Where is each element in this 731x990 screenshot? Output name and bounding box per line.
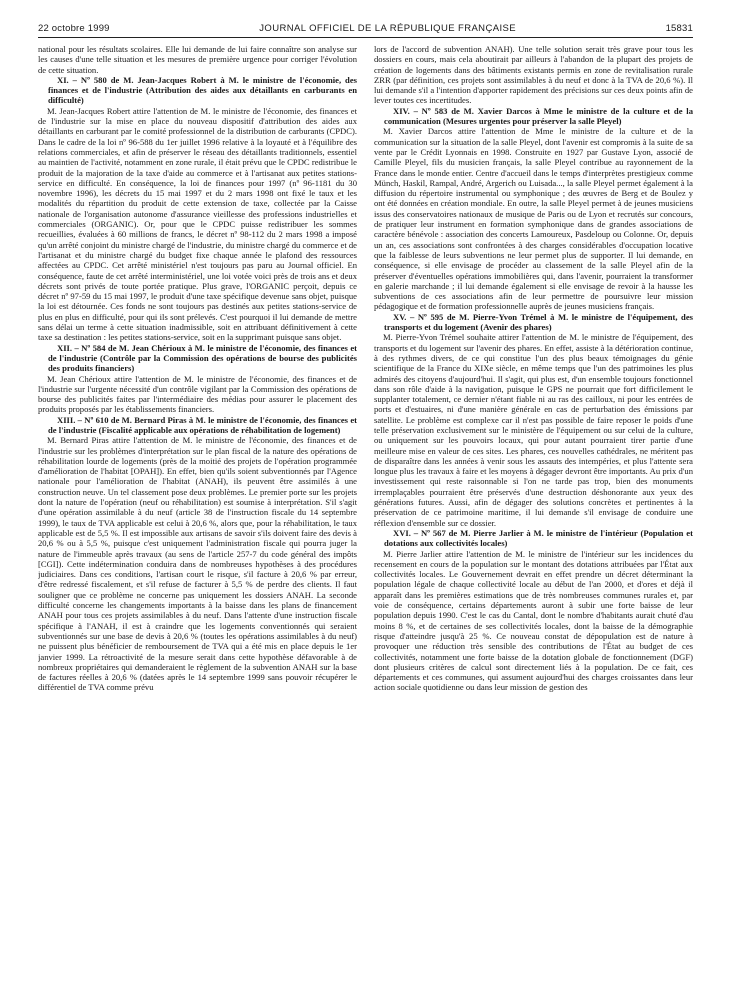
right-column xyxy=(374,44,693,982)
text-columns xyxy=(38,44,693,982)
header-date: 22 octobre 1999 xyxy=(38,22,110,34)
header-rule xyxy=(38,37,693,38)
page-number: 15831 xyxy=(665,22,693,34)
question-567-title: XVI. – Nº 567 de M. Pierre Jarlier à M. le ministre de l'intérieur (Population et dotations aux collectivités locales) xyxy=(384,527,693,549)
question-583-text: M. Xavier Darcos attire l'attention de Mme le ministre de la culture et de la communication sur la situation de la salle Pleyel, dont l'avenir est compromis à la suite de sa vente par le Crédit Lyonnais en 1998. Construite en 1927 par Gustave Lyon, associé de Camille Pleyel, fils du musicien français, la salle Pleyel contribue au rayonnement de la France dans le monde entier. Centre d'accueil dans le temps d'interprètes prestigieux comme Münch, Haskil, Rampal, André, Argerich ou Luisada..., la salle Pleyel permet également à la diffusion du répertoire instrumental ou symphonique ; des œuvres de Berg et de Boulez y ont été données en création mondiale. En outre, la salle Pleyel permet à de jeunes musiciens issus des conservatoires nationaux de musique de Paris ou de Lyon et recrutés sur concours, de pratiquer leur instrument en formation symphonique dans de grandes associations de caractère bénévole : association des concerts Lamoureux, Pasdeloup ou Colonne. Or, depuis un an, ces associations sont confrontées à des charges considérables d'occupation locative que la faiblesse de leurs subventions ne leur permet plus de supporter. Il lui demande, en conséquence, si elle envisage de procéder au classement de la salle Pleyel afin de la préserver d'éventuelles opérations immobilières qui, dans l'avenir, pourraient la transformer en galerie marchande ; il lui demande également si elle envisage de revoir à la hausse les subventions de ces associations afin de leur permettre de poursuivre leur mission pédagogique et de formation professionnelle auprès de jeunes musiciens français. xyxy=(374,126,693,312)
question-583-title: XIV. – Nº 583 de M. Xavier Darcos à Mme le ministre de la culture et de la communication (Mesures urgentes pour préserver la salle Pleyel) xyxy=(384,105,693,127)
question-580-title: XI. – Nº 580 de M. Jean-Jacques Robert à M. le ministre de l'économie, des finances et de l'industrie (Attribution des aides aux détaillants en carburants en difficulté) xyxy=(48,74,357,106)
question-580-text: M. Jean-Jacques Robert attire l'attention de M. le ministre de l'économie, des finances et de l'industrie sur la mise en place du nouveau dispositif d'attribution des aides aux détaillants en carburant par le comité professionnel de la distribution de carburants (CPDC). Dans le cadre de la loi nº 96-588 du 1er juillet 1996 relative à la loyauté et à l'équilibre des relations commerciales, et afin de préserver le réseau des détaillants traditionnels, essentiel au maintien de l'activité, notamment en zone rurale, il était prévu que le CPDC redistribue le produit de la majoration de la taxe d'aide au commerce et à l'artisanat aux petites stations-service en difficulté. En conséquence, la loi de finances pour 1997 (nº 96-1181 du 30 novembre 1996), les décrets du 15 mai 1997 et du 2 mars 1998 ont fixé le taux et les modalités du répartition du produit de cette extension de taxe, collectée par la Caisse nationale de l'organisation autonome d'assurance vieillesse des professions industrielles et commerciales (ORGANIC). Or, pour que le CPDC puisse redistribuer les sommes recueillies, évaluées à 60 millions de francs, le décret nº 98-112 du 2 mars 1998 a imposé qu'un arrêté conjoint du ministre chargé de l'industrie, du ministre chargé du commerce et de l'artisanat et du ministre chargé du budget fixe chaque année le plafond des ressources affectées au CPDC. Cet arrêté ministériel n'est toujours pas paru au Journal officiel. En conséquence, faute de cet arrêté interministériel, une loi votée voici près de trois ans et deux décrets sont privés de toute portée pratique. Plus grave, l'ORGANIC perçoit, depuis ce décret nº 97-59 du 15 mai 1997, le produit d'une taxe spécifique devenue sans objet, puisque la loi est détournée. Ces fonds ne sont toujours pas destinés aux petites stations-service de plus en plus en difficulté, pour qui ils sont prélevés. C'est pourquoi il lui demande de mettre sans délai un terme à cette situation inadmissible, soit en attribuant définitivement à cette taxe sa destination : les petites stations-service, soit en la supprimant puisque sans objet. xyxy=(38,105,357,343)
question-584-text: M. Jean Chérioux attire l'attention de M. le ministre de l'économie, des finances et de l'industrie sur l'urgente nécessité d'un contrôle vigilant par la Commission des opérations de bourse des publicités faites par l'intermédiaire des médias pour assurer le placement des produits proposés par les établissements financiers. xyxy=(38,373,357,415)
question-595-title: XV. – Nº 595 de M. Pierre-Yvon Trémel à M. le ministre de l'équipement, des transports et du logement (Avenir des phares) xyxy=(384,311,693,333)
left-column xyxy=(38,44,357,982)
question-567-text: M. Pierre Jarlier attire l'attention de M. le ministre de l'intérieur sur les incidences du recensement en cours de la population sur le montant des dotations attribuées par l'État aux collectivités locales. Le Gouvernement devrait en effet prendre un décret déterminant la population légale de chaque collectivité locale au début de l'an 2000, et d'ores et déjà il apparaît dans les premières estimations que de très nombreuses communes rurales et, par voie de conséquence, certains départements auront à subir une forte baisse de leur population depuis 1990. C'est le cas du Cantal, dont le nombre d'habitants aurait chuté d'au moins 8 %, et de certaines de ses collectivités locales, dont la baisse de la démographie risque d'atteindre jusqu'à 25 %. Ce nouveau constat de dépopulation est de nature à provoquer une réduction très sensible des contributions de l'État au budget de ces collectivités, notamment une forte baisse de la dotation globale de fonctionnement (DGF) dont plusieurs critères de calcul sont directement liés à la population. De ce fait, ces départements et ces communes, qui assument aujourd'hui des charges croissantes dans leur action sociale quotidienne ou dans leur mission de gestion des xyxy=(374,548,693,693)
question-584-title: XII. – Nº 584 de M. Jean Chérioux à M. le ministre de l'économie, des finances et de l'industrie (Contrôle par la Commission des opérations de bourse des publicités des produits financiers) xyxy=(48,342,357,374)
page-header xyxy=(38,22,693,34)
question-610-title: XIII. – Nº 610 de M. Bernard Piras à M. le ministre de l'économie, des finances et de l'industrie (Fiscalité applicable aux opérations de réhabilitation de logement) xyxy=(48,414,357,435)
journal-title: JOURNAL OFFICIEL DE LA RÉPUBLIQUE FRANÇAISE xyxy=(259,22,516,34)
question-610-text: M. Bernard Piras attire l'attention de M. le ministre de l'économie, des finances et de l'industrie sur les problèmes d'interprétation sur le plan fiscal de la nature des opérations de réhabilitation lourde de logements (près de la moitié des projets de l'opération programmée d'amélioration de l'habitat [OPAH]). En effet, bien qu'ils soient subventionnés par l'Agence nationale pour l'amélioration de l'habitat (ANAH), ils peuvent être assimilés à une construction neuve. Un tel classement pose deux problèmes. Le premier porte sur les projets dont la nature de l'opération (neuf ou réhabilitation) est soumise à interprétation. S'il s'agit d'une opération assimilable à du neuf (article 38 de l'instruction fiscale du 14 septembre 1999), le taux de TVA applicable est celui à 20,6 %, alors que, pour la réhabilitation, le taux applicable est de 5,5 %. Il est impossible aux artisans de savoir s'ils doivent faire des devis à 20,6 % ou à 5,5 %, puisque c'est uniquement l'administration fiscale qui pourra juger la nature de l'immeuble après travaux (au sens de l'article 257-7 du code général des impôts [CGI]). Cette indétermination conduira dans de nombreuses hypothèses à des procédures judiciaires. Dans ces conditions, l'artisan court le risque, s'il facture à 20,6 % par erreur, d'être redressé fiscalement, et s'il refuse de facturer à 5,5 % de perdre des clients. Il faut souligner que ce problème ne concerne pas uniquement les dossiers ANAH. La seconde difficulté concerne les changements importants à la baisse dans les plans de financement ANAH pour tous ces projets assimilables à du neuf. Dans l'attente d'une instruction fiscale spécifique à l'ANAH, il est à craindre que les logements conventionnés qui seraient subventionnés sur une base de devis à 20,6 % (toutes les opérations assimilables à du neuf) ne puissent plus bénéficier de remboursement de TVA qui a été mis en place depuis le 1er janvier 1999. La rétroactivité de la mesure serait dans cette hypothèse défavorable à de nombreux propriétaires qui demanderaient le règlement de la subvention ANAH sur la base de factures réelles à 20,6 % (datées après le 14 septembre 1999 sans pouvoir récupérer le différentiel de TVA comme prévu xyxy=(38,435,357,693)
intro-paragraph: national pour les résultats scolaires. Elle lui demande de lui faire connaître son analyse sur les causes d'une telle situation et les mesures de première urgence pour corriger l'évolution de cette situation. xyxy=(38,44,357,75)
question-595-text: M. Pierre-Yvon Trémel souhaite attirer l'attention de M. le ministre de l'équipement, des transports et du logement sur l'avenir des phares. En effet, assiste à la détérioration continue, à des rythmes divers, de ce qui constitue l'un des plus beaux témoignages du génie scientifique de la France du XIXe siècle, en même temps que l'un des patrimoines les plus admirés des citoyens d'aujourd'hui. Il s'agit, qui plus est, d'un ensemble toujours fonctionnel dans son rôle d'aide à la navigation, puisque le GPS ne pourrait que fort difficilement le supplanter totalement, ce dernier n'étant fiable ni au ras des cailloux, ni pour les entrées de ports et d'estuaires, ni d'une manière générale en cas de perturbation des émissions par satellite. Le problème est complexe car il n'est pas possible de faire reposer le poids d'une telle préservation exclusivement sur le ministère de l'équipement ou sur celui de la culture, ou uniquement sur les pouvoirs locaux, qui pour autant pourraient tirer partie d'une meilleure mise en valeur de ces sites. Les phares, ces nouvelles cathédrales, ne méritent pas de disparaître dans les années à venir sous les assauts des intempéries, et plus l'attente sera longue plus les travaux à faire et les moyens à dégager devront être importants. Au prix d'un investissement qui reste raisonnable si l'on ne tarde pas trop, bien des monuments irremplaçables pourraient être préservés d'une destruction déshonorante aux yeux des générations futures. Aussi, afin de dégager des solutions concrètes et pertinentes à la préservation de ce patrimoine maritime, il lui demande s'il envisage de conduire une réflexion d'ensemble sur ce dossier. xyxy=(374,332,693,528)
continuation-paragraph: lors de l'accord de subvention ANAH). Une telle solution serait très grave pour tous les dossiers en cours, mais cela aboutirait par ailleurs à l'abandon de la plupart des projets de création de logements dans des bâtiments existants permis en zone de revitalisation rurale ZRR (par définition, ces projets sont assimilables à du neuf et donc à la TVA de 20,6 %). Il lui demande s'il a l'intention d'apporter rapidement des précisions sur ces deux points afin de lever toutes ces incertitudes. xyxy=(374,44,693,106)
